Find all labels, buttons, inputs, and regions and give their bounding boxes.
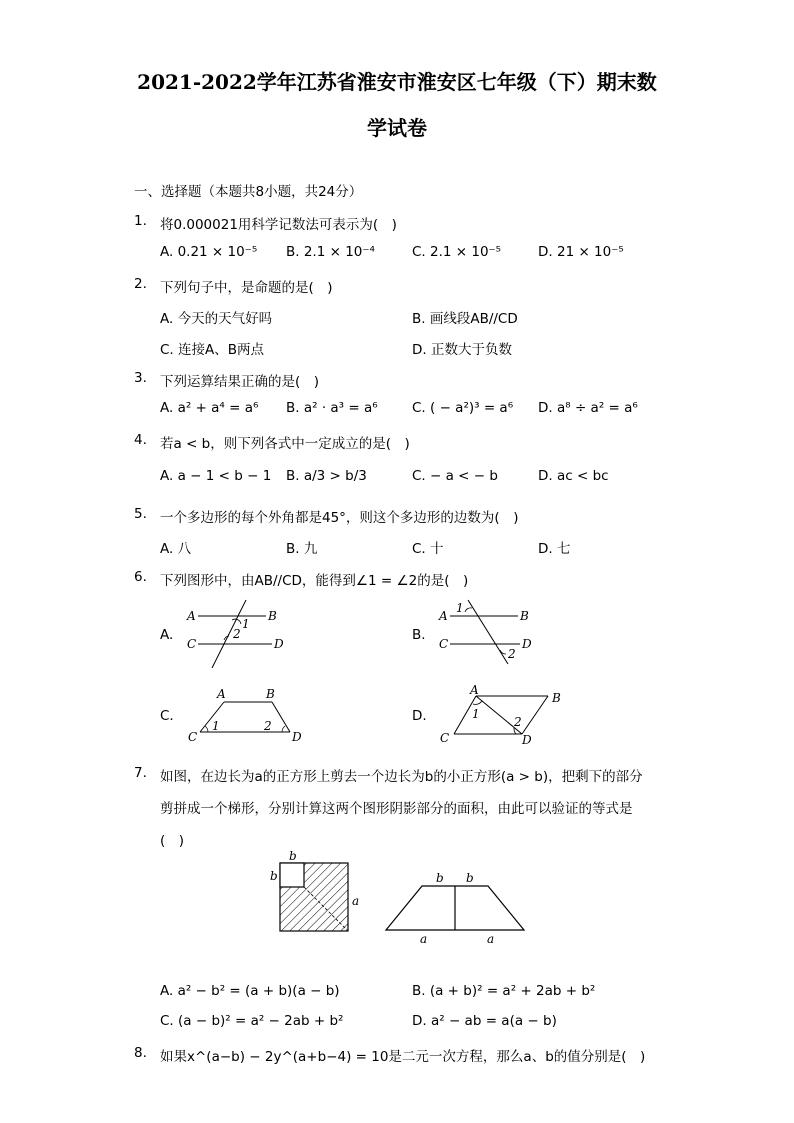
q6c-label-d: D (292, 730, 302, 744)
q6b-label-b: B (520, 609, 529, 623)
q6a-label-2: 2 (233, 627, 241, 641)
q2-option-c: C. 连接A、B两点 (160, 342, 265, 358)
q1-number: 1. (134, 213, 147, 229)
q7-label-b-top: b (289, 849, 297, 863)
q4-option-c: C. − a < − b (412, 468, 498, 484)
q5-option-a: A. 八 (160, 541, 192, 557)
q1-option-a: A. 0.21 × 10⁻⁵ (160, 244, 258, 260)
q1-option-c: C. 2.1 × 10⁻⁵ (412, 244, 502, 260)
q6a-label-a: A (187, 609, 196, 623)
q6-figure-a (180, 598, 290, 670)
q6a-label-1: 1 (242, 617, 250, 631)
q3-number: 3. (134, 370, 147, 386)
q1-stem: 将0.000021用科学记数法可表示为( ) (160, 217, 397, 233)
q6a-label-c: C (187, 637, 197, 651)
q6d-label-b: B (552, 691, 561, 705)
q3-option-b: B. a² · a³ = a⁶ (286, 400, 378, 416)
q7-option-c: C. (a − b)² = a² − 2ab + b² (160, 1013, 344, 1029)
q2-option-d: D. 正数大于负数 (412, 342, 512, 358)
q6-option-b-label: B. (412, 627, 426, 643)
q7-figure (262, 848, 542, 948)
q7-option-a: A. a² − b² = (a + b)(a − b) (160, 983, 340, 999)
q6-option-a-label: A. (160, 627, 174, 643)
q3-option-d: D. a⁸ ÷ a² = a⁶ (538, 400, 638, 416)
q6b-label-c: C (439, 637, 449, 651)
q4-option-d: D. ac < bc (538, 468, 609, 484)
q7-number: 7. (134, 765, 147, 781)
section-heading: 一、选择题（本题共8小题，共24分） (134, 184, 363, 200)
q5-number: 5. (134, 506, 147, 522)
q4-option-b: B. a/3 > b/3 (286, 468, 367, 484)
q7-stem-line2: 剪拼成一个梯形，分别计算这两个图形阴影部分的面积，由此可以验证的等式是 (160, 801, 633, 817)
q6-figure-d (436, 682, 576, 748)
q7-small-square (280, 863, 304, 887)
q6d-label-1: 1 (472, 707, 480, 721)
q6a-label-b: B (268, 609, 277, 623)
q8-number: 8. (134, 1045, 147, 1061)
q7-label-b-left: b (270, 869, 278, 883)
q6-option-c-label: C. (160, 708, 174, 724)
q6d-label-c: C (440, 731, 450, 745)
q6b-label-a: A (439, 609, 448, 623)
q6b-label-1: 1 (456, 601, 464, 615)
q6a-label-d: D (274, 637, 284, 651)
q7-trap-label-b1: b (436, 871, 444, 885)
exam-title-line2: 学试卷 (367, 116, 427, 140)
q2-number: 2. (134, 276, 147, 292)
q2-option-b: B. 画线段AB//CD (412, 311, 518, 327)
q6c-label-a: A (217, 687, 226, 701)
q6b-label-d: D (522, 637, 532, 651)
q2-option-a: A. 今天的天气好吗 (160, 311, 273, 327)
q8-stem: 如果x^(a−b) − 2y^(a+b−4) = 10是二元一次方程，那么a、b的值分别是( ) (160, 1049, 646, 1065)
q6c-label-b: B (266, 687, 275, 701)
q5-option-d: D. 七 (538, 541, 571, 557)
q1-option-b: B. 2.1 × 10⁻⁴ (286, 244, 375, 260)
q6-figure-b (432, 598, 542, 670)
q7-stem-line1: 如图，在边长为a的正方形上剪去一个边长为b的小正方形(a > b)，把剩下的部分 (160, 769, 643, 785)
q6c-label-c: C (188, 730, 198, 744)
q5-option-c: C. 十 (412, 541, 444, 557)
q3-option-c: C. ( − a²)³ = a⁶ (412, 400, 514, 416)
q6-figure-c (182, 684, 312, 746)
q6c-label-1: 1 (212, 719, 220, 733)
q7-trap-label-a2: a (487, 932, 495, 946)
q7-option-d: D. a² − ab = a(a − b) (412, 1013, 557, 1029)
q7-label-a-right: a (352, 894, 360, 908)
q4-option-a: A. a − 1 < b − 1 (160, 468, 272, 484)
q6d-label-d: D (522, 733, 532, 747)
q3-stem: 下列运算结果正确的是( ) (160, 374, 320, 390)
q4-stem: 若a < b，则下列各式中一定成立的是( ) (160, 436, 410, 452)
q5-stem: 一个多边形的每个外角都是45°，则这个多边形的边数为( ) (160, 510, 519, 526)
q6-number: 6. (134, 569, 147, 585)
q5-option-b: B. 九 (286, 541, 318, 557)
q7-option-b: B. (a + b)² = a² + 2ab + b² (412, 983, 596, 999)
q6-stem: 下列图形中，由AB//CD，能得到∠1 = ∠2的是( ) (160, 573, 469, 589)
q6d-label-a: A (470, 683, 479, 697)
q3-option-a: A. a² + a⁴ = a⁶ (160, 400, 259, 416)
q4-number: 4. (134, 432, 147, 448)
q6d-label-2: 2 (514, 715, 522, 729)
q1-option-d: D. 21 × 10⁻⁵ (538, 244, 624, 260)
q2-stem: 下列句子中，是命题的是( ) (160, 280, 333, 296)
q7-trap-label-b2: b (466, 871, 474, 885)
q6-option-d-label: D. (412, 708, 427, 724)
q6c-label-2: 2 (264, 719, 272, 733)
q6b-label-2: 2 (508, 647, 516, 661)
q7-stem-line3: ( ) (160, 833, 185, 849)
q7-trap-label-a1: a (420, 932, 428, 946)
exam-title-line1: 2021-2022学年江苏省淮安市淮安区七年级（下）期末数 (137, 70, 657, 94)
